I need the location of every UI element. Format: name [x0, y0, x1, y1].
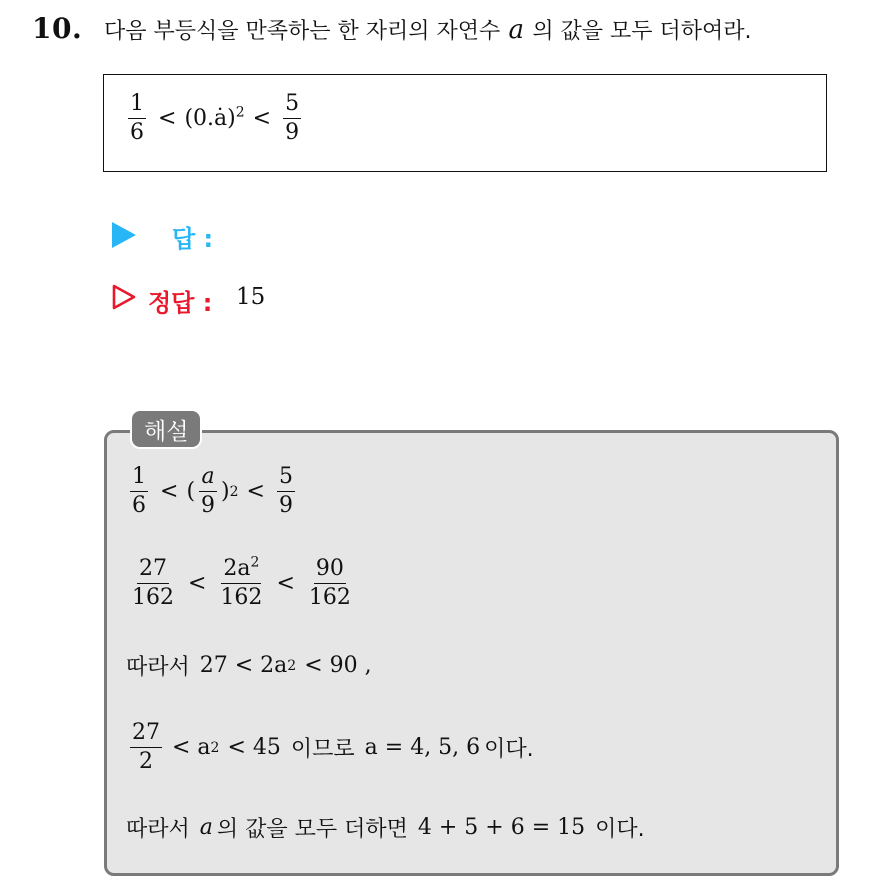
step-prefix: 따라서 [126, 817, 190, 842]
less-than: < [160, 479, 179, 504]
fraction-denominator: 2 [139, 749, 153, 774]
fraction-denominator: 6 [130, 120, 144, 145]
solution-step-2 [126, 554, 357, 610]
question-text-after: 의 값을 모두 더하여라. [532, 19, 752, 44]
math-expression: a = 4, 5, 6 [364, 735, 481, 760]
question-text-before: 다음 부등식을 만족하는 한 자리의 자연수 [104, 19, 501, 44]
exponent: 2 [235, 104, 245, 121]
answer-label: 답 : [172, 225, 214, 253]
fraction-denominator: 9 [278, 493, 293, 518]
fraction [307, 558, 353, 609]
inequality-box [103, 74, 827, 172]
fraction-denominator: 162 [308, 585, 351, 610]
less-than: < [158, 106, 177, 131]
step-prefix: 따라서 [126, 655, 190, 680]
fraction [130, 722, 162, 773]
less-than: < [276, 571, 295, 596]
question-variable: a [508, 15, 525, 45]
correct-answer-value: 15 [236, 284, 266, 310]
less-than: < [188, 571, 207, 596]
fraction [277, 466, 295, 517]
fraction [218, 554, 264, 610]
math-expression: 27 < 2a [199, 653, 288, 678]
open-paren: ( [186, 479, 196, 504]
fraction-denominator: 6 [132, 493, 146, 518]
fraction-right [283, 93, 301, 144]
solution-step-1: $\frac{1}{6}$ < ( $\frac{a}{9}$ ) 2 < $\frac{5}{9}$ [132, 464, 293, 518]
fraction-numerator: 27 [130, 722, 162, 748]
fraction-left [128, 93, 146, 144]
less-than: < [246, 479, 265, 504]
question-number: 10. [32, 12, 83, 45]
close-paren: ) [221, 479, 230, 504]
fraction-numerator [221, 554, 261, 584]
math-expression: < 45 [227, 735, 281, 760]
fraction [130, 466, 148, 517]
fraction-denominator: 162 [132, 585, 174, 610]
repeating-decimal [184, 106, 244, 131]
answer-arrow-icon [112, 222, 136, 248]
fraction [130, 558, 176, 609]
math-expression: 4 + 5 + 6 = 15 [417, 815, 586, 840]
repeating-decimal-base: (0.ȧ) [184, 106, 236, 131]
fraction-numerator: 5 [277, 466, 295, 492]
fraction-numerator: 27 [137, 558, 169, 584]
fraction-numerator: 1 [128, 93, 146, 119]
fraction-denominator: 9 [201, 493, 216, 518]
fraction-numerator: 1 [130, 466, 148, 492]
fraction-numerator: 5 [283, 93, 301, 119]
solution-step-5 [126, 812, 645, 843]
math-expression: < 90 , [304, 653, 372, 678]
exponent: 2 [250, 554, 260, 571]
solution-step-4: $\frac{27}{2}$ < a 2 < 45 이므로 a = 4, 5, 6 이다. [132, 720, 534, 774]
korean-text: 의 값을 모두 더하면 [216, 817, 408, 842]
solution-tab: 해설 [130, 409, 202, 449]
inequality-expression [124, 93, 305, 144]
solution-step-3: 따라서 27 < 2a 2 < 90 , [126, 650, 372, 681]
fraction-denominator: 9 [285, 120, 300, 145]
correct-answer-label: 정답 : [148, 289, 213, 317]
korean-text: 이다. [595, 817, 645, 842]
question-text [104, 14, 752, 45]
math-variable: a [199, 815, 213, 840]
korean-text: 이다. [484, 737, 534, 762]
korean-text: 이므로 [290, 737, 355, 762]
fraction-numerator: 90 [314, 558, 346, 584]
less-than: < [252, 106, 272, 131]
fraction-denominator: 162 [220, 585, 263, 610]
coefficient-term: 2a [223, 556, 251, 581]
correct-answer-arrow-icon [112, 284, 136, 310]
fraction-numerator: a [199, 466, 216, 492]
math-expression: < a [172, 735, 211, 760]
fraction [199, 466, 217, 517]
